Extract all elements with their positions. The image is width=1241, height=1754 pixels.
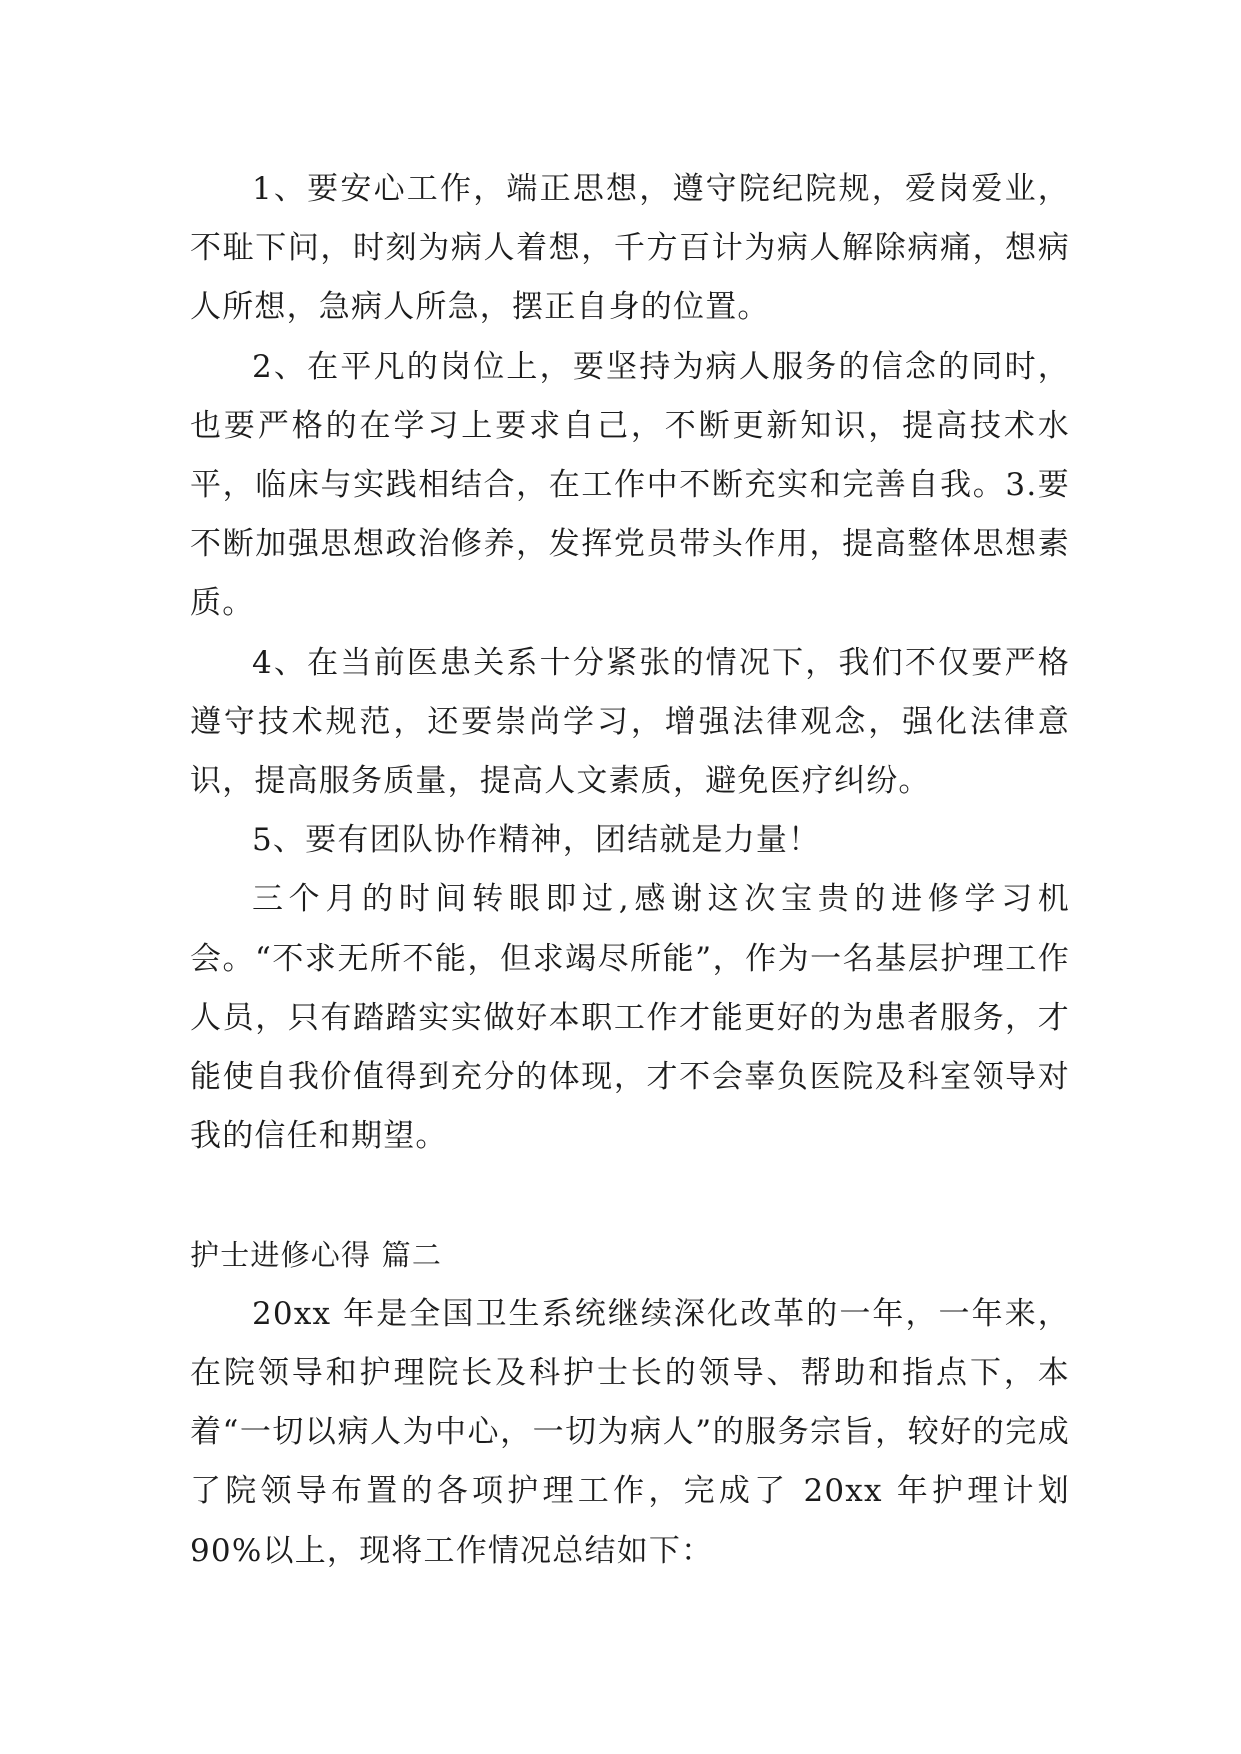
paragraph-conclusion: 三个月的时间转眼即过,感谢这次宝贵的进修学习机会。“不求无所不能，但求竭尽所能”，作为一名基层护理工作人员，只有踏踏实实做好本职工作才能更好的为患者服务，才能使自我价值得到充分的体现，才不会辜负医院及科室领导对我的信任和期望。 bbox=[190, 881, 1070, 1155]
document-body bbox=[190, 160, 1070, 1581]
paragraph-item-5: 5、要有团队协作精神，团结就是力量！ bbox=[252, 822, 821, 859]
paragraph-intro: 20xx 年是全国卫生系统继续深化改革的一年，一年来，在院领导和护理院长及科护士长的领导、帮助和指点下，本着“一切以病人为中心，一切为病人”的服务宗旨，较好的完成了院领导布置的各项护理工作，完成了 20xx 年护理计划 90%以上，现将工作情况总结如下： bbox=[190, 1295, 1070, 1569]
section-spacer bbox=[190, 1166, 1070, 1225]
paragraph-item-4: 4、在当前医患关系十分紧张的情况下，我们不仅要严格遵守技术规范，还要崇尚学习，增强法律观念，强化法律意识，提高服务质量，提高人文素质，避免医疗纠纷。 bbox=[190, 644, 1070, 800]
paragraph-item-2-3: 2、在平凡的岗位上，要坚持为病人服务的信念的同时，也要严格的在学习上要求自己，不断更新知识，提高技术水平，临床与实践相结合，在工作中不断充实和完善自我。3.要不断加强思想政治修养，发挥党员带头作用，提高整体思想素质。 bbox=[190, 348, 1070, 622]
paragraph-item-1: 1、要安心工作，端正思想，遵守院纪院规，爱岗爱业，不耻下问，时刻为病人着想，千方百计为病人解除病痛，想病人所想，急病人所急，摆正自身的位置。 bbox=[190, 171, 1070, 326]
section-heading: 护士进修心得 篇二 bbox=[190, 1237, 443, 1272]
